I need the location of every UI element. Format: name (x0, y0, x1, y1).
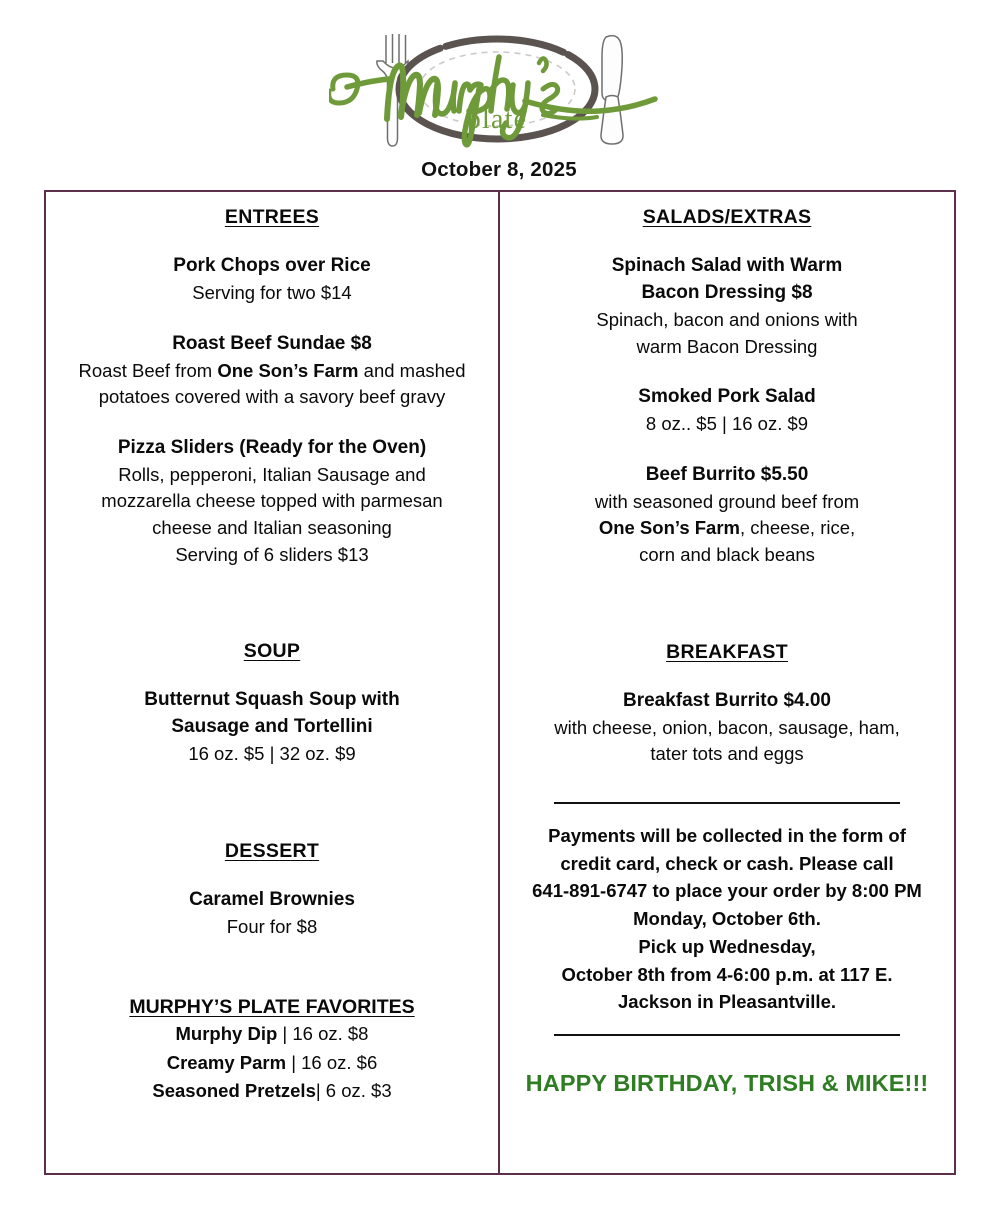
payment-line-phone: 641-891-6747 to place your order by 8:00 PM (532, 880, 922, 902)
item-desc-line: with seasoned ground beef from (594, 490, 860, 512)
item-desc-line: One Son’s Farm, cheese, rice, (598, 517, 856, 539)
spacer (516, 1016, 938, 1034)
item-desc-line: Roast Beef from One Son’s Farm and mashed (78, 359, 466, 381)
payment-line-address: Jackson in Pleasantville. (618, 991, 836, 1013)
favorite-row-creamy-parm (62, 1049, 482, 1077)
spacer (62, 568, 482, 640)
item-name: Butternut Squash Soup with (144, 689, 400, 711)
favorite-name: Creamy Parm (166, 1051, 292, 1073)
favorite-name: Seasoned Pretzels (152, 1080, 316, 1102)
menu-item-pizza-sliders (62, 435, 482, 568)
payment-line-deadline: Monday, October 6th. (633, 908, 821, 930)
item-desc-line: with cheese, onion, bacon, sausage, ham, (554, 716, 900, 738)
menu-date: October 8, 2025 (421, 158, 577, 181)
spacer (516, 1036, 938, 1070)
logo-artwork (329, 27, 669, 153)
menu-header (0, 0, 998, 182)
section-heading-breakfast: BREAKFAST (666, 640, 788, 663)
menu-item-butternut-squash-soup (62, 687, 482, 768)
item-price: Serving of 6 sliders $13 (175, 543, 369, 565)
murphys-plate-logo (0, 26, 998, 154)
item-desc-line: warm Bacon Dressing (636, 335, 818, 357)
menu-item-smoked-pork-salad (516, 384, 938, 438)
menu-item-beef-burrito (516, 462, 938, 569)
birthday-message: HAPPY BIRTHDAY, TRISH & MIKE!!! (525, 1070, 929, 1097)
payment-instructions (516, 822, 938, 1016)
section-heading-entrees: ENTREES (224, 206, 320, 228)
item-desc-line: tater tots and eggs (650, 743, 804, 765)
item-desc-line: potatoes covered with a savory beef gravy (98, 386, 446, 408)
item-name: Pizza Sliders (Ready for the Oven) (117, 436, 427, 458)
favorite-name: Murphy Dip (175, 1023, 283, 1045)
favorite-row-seasoned-pretzels (62, 1077, 482, 1105)
payment-line-pickup: Pick up Wednesday, (638, 935, 816, 957)
item-name: Roast Beef Sundae $8 (172, 332, 372, 354)
payment-line: credit card, check or cash. Please call (560, 852, 894, 874)
item-desc-line: mozzarella cheese topped with parmesan (101, 490, 443, 512)
section-heading-soup: SOUP (243, 640, 301, 663)
item-price: 8 oz.. $5 | 16 oz. $9 (645, 413, 809, 435)
item-desc-line: Rolls, pepperoni, Italian Sausage and (118, 463, 426, 485)
item-desc-line: Spinach, bacon and onions with (596, 308, 858, 330)
logo-word-plate: plate (466, 104, 528, 135)
spacer (62, 768, 482, 840)
item-name: Sausage and Tortellini (171, 716, 373, 738)
item-name: Caramel Brownies (189, 888, 355, 910)
favorite-price: | 16 oz. $6 (291, 1051, 378, 1073)
menu-column-left (46, 192, 500, 1173)
item-desc-line: corn and black beans (639, 544, 815, 565)
item-price: Serving for two $14 (192, 281, 352, 303)
item-price: Four for $8 (226, 915, 318, 937)
spacer (516, 768, 938, 802)
section-heading-favorites: MURPHY’S PLATE FAVORITES (129, 996, 415, 1019)
favorite-row-murphy-dip (62, 1020, 482, 1048)
knife-icon (601, 36, 623, 144)
menu-item-roast-beef-sundae (62, 331, 482, 411)
item-name: Bacon Dressing $8 (641, 281, 813, 303)
payment-line: Payments will be collected in the form of (548, 824, 906, 846)
favorite-price: | 6 oz. $3 (315, 1080, 392, 1102)
menu-column-right (500, 192, 954, 1173)
section-heading-dessert: DESSERT (224, 839, 320, 862)
item-price: 16 oz. $5 | 32 oz. $9 (188, 743, 356, 765)
menu-frame (44, 190, 956, 1175)
favorite-price: | 16 oz. $8 (282, 1023, 369, 1045)
spacer (62, 940, 482, 996)
menu-item-spinach-salad (516, 253, 938, 360)
section-heading-salads-extras: SALADS/EXTRAS (642, 206, 812, 228)
item-name: Spinach Salad with Warm (611, 255, 843, 276)
spacer (516, 804, 938, 822)
item-name: Beef Burrito $5.50 (645, 463, 809, 485)
item-name: Breakfast Burrito $4.00 (622, 689, 832, 711)
item-name: Pork Chops over Rice (173, 255, 371, 276)
payment-line-pickup-time: October 8th from 4-6:00 p.m. at 117 E. (561, 963, 893, 985)
item-desc-line: cheese and Italian seasoning (152, 517, 392, 539)
spacer (516, 569, 938, 641)
menu-item-caramel-brownies (62, 887, 482, 941)
item-name: Smoked Pork Salad (638, 386, 816, 408)
menu-item-breakfast-burrito (516, 688, 938, 768)
menu-item-pork-chops (62, 253, 482, 307)
